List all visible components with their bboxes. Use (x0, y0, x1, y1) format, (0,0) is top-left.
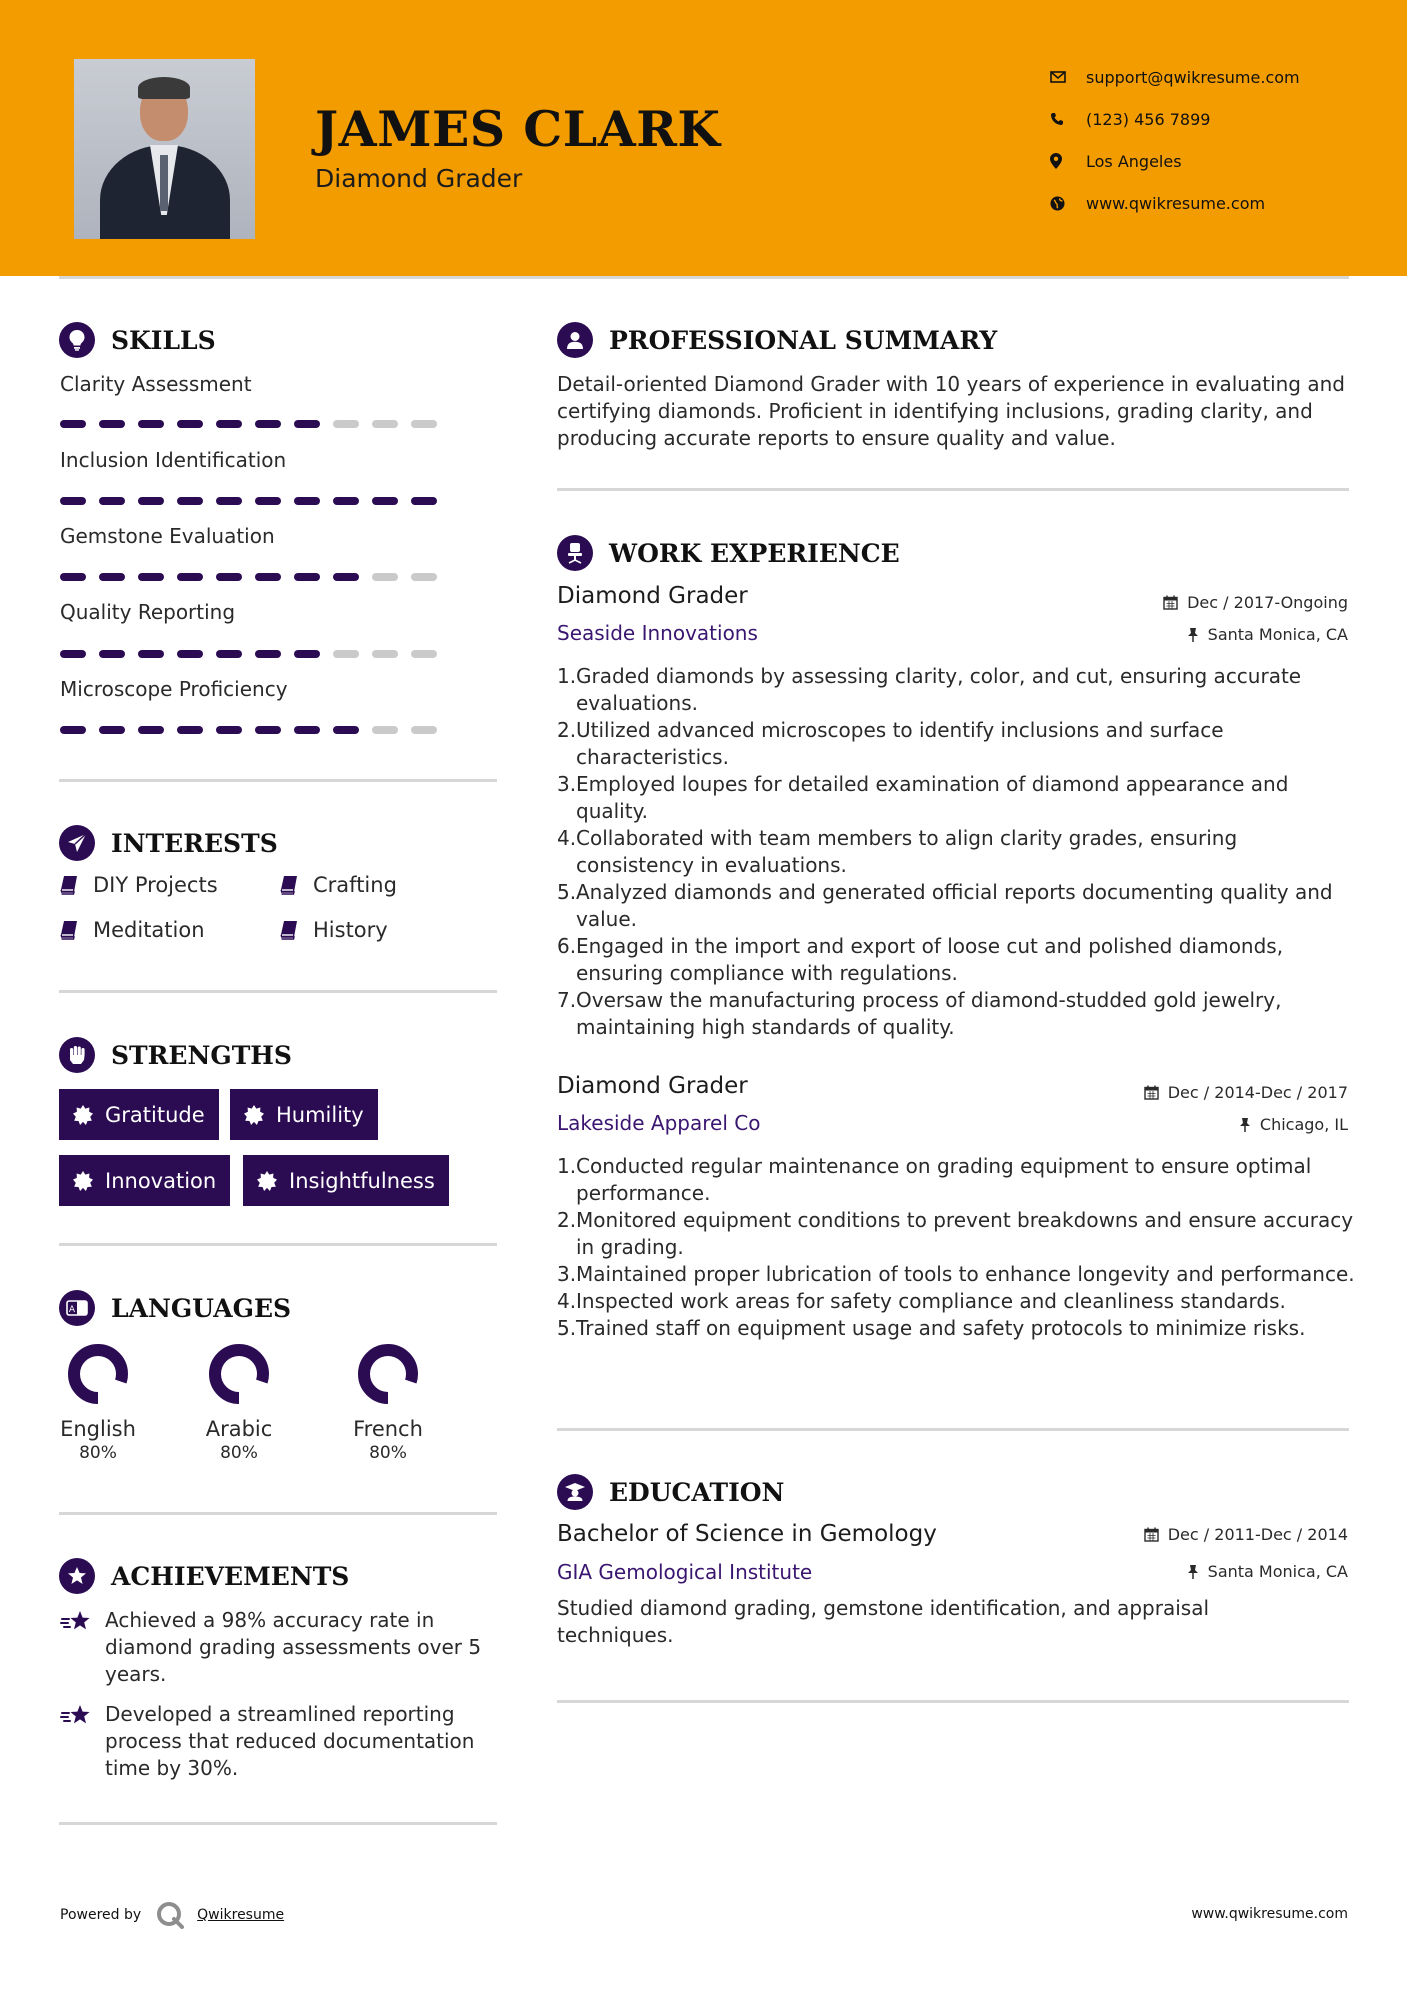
job-duties (557, 1153, 1357, 1342)
envelope-icon (1050, 71, 1086, 83)
skill-dot (333, 650, 359, 658)
skill-dot (294, 650, 320, 658)
company-name: Lakeside Apparel Co (557, 1111, 761, 1135)
skill-dot (177, 726, 203, 734)
qwikresume-logo-icon (155, 1900, 185, 1930)
duty-item: 3. Maintained proper lubrication of tools to enhance longevity and performance. (557, 1262, 1355, 1286)
skill-dot (216, 726, 242, 734)
education-heading: EDUCATION (557, 1474, 784, 1510)
contact-email[interactable]: support@qwikresume.com (1050, 56, 1300, 98)
badge-icon (73, 1171, 93, 1191)
strength-tag: Innovation (59, 1155, 230, 1206)
skill-dot (177, 650, 203, 658)
skill-dot (411, 420, 437, 428)
duty-item: 3. Employed loupes for detailed examination of diamond appearance and quality. (557, 772, 1289, 823)
globe-icon (1050, 196, 1086, 211)
skill-dot (216, 573, 242, 581)
job-dates: Dec / 2014-Dec / 2017 (1144, 1083, 1348, 1102)
job-title: Diamond Grader (557, 1073, 748, 1099)
languages-heading: A LANGUAGES (59, 1290, 291, 1326)
section-divider (557, 1428, 1349, 1431)
skill-dot (294, 726, 320, 734)
duty-item: 5. Analyzed diamonds and generated official reports documenting quality and value. (557, 880, 1333, 931)
skill-label: Quality Reporting (60, 600, 236, 624)
skill-dot (177, 420, 203, 428)
profile-photo (74, 59, 255, 239)
calendar-icon (1163, 595, 1178, 610)
fist-icon (59, 1037, 95, 1073)
star-badge-icon (59, 1558, 95, 1594)
skill-dot (255, 497, 281, 505)
duty-item: 6. Engaged in the import and export of loose cut and polished diamonds, ensuring compliance with regulations. (557, 934, 1284, 985)
header-divider (59, 276, 1349, 279)
qwikresume-link[interactable]: Qwikresume (197, 1907, 285, 1923)
education-description: Studied diamond grading, gemstone identification, and appraisal techniques. (557, 1596, 1210, 1647)
section-divider (59, 1512, 497, 1515)
language-level-ring (208, 1343, 270, 1405)
strength-tag: Insightfulness (243, 1155, 449, 1206)
skill-dot (138, 497, 164, 505)
skill-rating (60, 497, 450, 505)
skill-rating (60, 726, 450, 734)
skill-dot (216, 420, 242, 428)
interest-item: History (279, 918, 388, 942)
strength-tag: Humility (230, 1089, 378, 1140)
skill-dot (372, 650, 398, 658)
book-icon (59, 920, 79, 940)
job-location: Chicago, IL (1239, 1115, 1348, 1134)
achievement-item: Achieved a 98% accuracy rate in diamond grading assessments over 5 years. (60, 1607, 500, 1688)
lightbulb-icon (59, 322, 95, 358)
duty-item: 1. Graded diamonds by assessing clarity, color, and cut, ensuring accurate evaluations. (557, 664, 1302, 715)
skill-dot (216, 497, 242, 505)
skill-dot (99, 420, 125, 428)
contact-list (1050, 56, 1300, 224)
skill-dot (60, 420, 86, 428)
job-location: Santa Monica, CA (1187, 625, 1348, 644)
interests-heading: INTERESTS (59, 825, 278, 861)
office-chair-icon (557, 535, 593, 571)
calendar-icon (1144, 1085, 1159, 1100)
paper-plane-icon (59, 825, 95, 861)
job-title: Diamond Grader (557, 583, 748, 609)
section-divider (59, 779, 497, 782)
shooting-star-icon (60, 1701, 105, 1782)
skill-dot (411, 573, 437, 581)
section-divider (59, 1243, 497, 1246)
skill-dot (333, 726, 359, 734)
skill-dot (372, 573, 398, 581)
skill-dot (138, 650, 164, 658)
calendar-icon (1144, 1527, 1159, 1542)
powered-by: Powered by Qwikresume (60, 1900, 284, 1930)
candidate-title: Diamond Grader (315, 164, 523, 193)
experience-heading: WORK EXPERIENCE (557, 535, 900, 571)
degree-title: Bachelor of Science in Gemology (557, 1521, 937, 1547)
achievement-item: Developed a streamlined reporting process that reduced documentation time by 30%. (60, 1701, 500, 1782)
skill-dot (99, 650, 125, 658)
job-dates: Dec / 2017-Ongoing (1163, 593, 1348, 612)
skill-dot (333, 573, 359, 581)
skill-dot (255, 573, 281, 581)
location-pin-icon (1050, 153, 1086, 169)
contact-phone[interactable]: (123) 456 7899 (1050, 98, 1300, 140)
skill-dot (333, 497, 359, 505)
language-level-ring (357, 1343, 419, 1405)
skill-label: Inclusion Identification (60, 448, 287, 472)
school-name: GIA Gemological Institute (557, 1560, 813, 1584)
skill-dot (255, 650, 281, 658)
pushpin-icon (1187, 1564, 1199, 1579)
section-divider (557, 1700, 1349, 1703)
candidate-name: JAMES CLARK (315, 100, 721, 158)
duty-item: 2. Utilized advanced microscopes to identify inclusions and surface characteristics. (557, 718, 1224, 769)
book-icon (279, 875, 299, 895)
summary-text: Detail-oriented Diamond Grader with 10 years of experience in evaluating and certifying diamonds. Proficient in identifying inclusions, grading clarity, and producing accurate reports to ensure quality and value. (557, 372, 1345, 450)
phone-icon (1050, 112, 1086, 126)
duty-item: 5. Trained staff on equipment usage and safety protocols to minimize risks. (557, 1316, 1306, 1340)
skill-rating (60, 650, 450, 658)
skills-heading: SKILLS (59, 322, 216, 358)
skill-rating (60, 420, 450, 428)
language-level-ring (67, 1343, 129, 1405)
pushpin-icon (1239, 1117, 1251, 1132)
language-item: French 80% (333, 1343, 443, 1463)
contact-location: Los Angeles (1050, 140, 1300, 182)
interest-item: Crafting (279, 873, 397, 897)
contact-website[interactable]: www.qwikresume.com (1050, 182, 1300, 224)
badge-icon (244, 1105, 264, 1125)
book-icon (279, 920, 299, 940)
skill-dot (99, 497, 125, 505)
skill-label: Clarity Assessment (60, 372, 252, 396)
skill-rating (60, 573, 450, 581)
skill-dot (216, 650, 242, 658)
footer-url[interactable]: www.qwikresume.com (1191, 1906, 1348, 1922)
education-location: Santa Monica, CA (1187, 1562, 1348, 1581)
resume-header (0, 0, 1407, 276)
skill-dot (333, 420, 359, 428)
language-item: English 80% (43, 1343, 153, 1463)
section-divider (59, 1822, 497, 1825)
skill-dot (372, 726, 398, 734)
duty-item: 2. Monitored equipment conditions to prevent breakdowns and ensure accuracy in grading. (557, 1208, 1354, 1259)
skill-dot (60, 497, 86, 505)
skill-label: Microscope Proficiency (60, 677, 288, 701)
skill-dot (60, 650, 86, 658)
skill-dot (294, 573, 320, 581)
skill-dot (99, 573, 125, 581)
skill-dot (138, 573, 164, 581)
skill-dot (372, 497, 398, 505)
skill-dot (294, 497, 320, 505)
skill-dot (255, 726, 281, 734)
job-duties (557, 663, 1357, 1041)
skill-dot (138, 420, 164, 428)
summary-heading: PROFESSIONAL SUMMARY (557, 322, 997, 358)
skill-dot (177, 573, 203, 581)
skill-dot (294, 420, 320, 428)
skill-dot (99, 726, 125, 734)
skill-dot (411, 726, 437, 734)
shooting-star-icon (60, 1607, 105, 1688)
skill-dot (411, 497, 437, 505)
book-icon (59, 875, 79, 895)
skill-dot (60, 726, 86, 734)
section-divider (59, 990, 497, 993)
skill-dot (177, 497, 203, 505)
skill-label: Gemstone Evaluation (60, 524, 275, 548)
skill-dot (60, 573, 86, 581)
badge-icon (257, 1171, 277, 1191)
strength-tag: Gratitude (59, 1089, 219, 1140)
language-item: Arabic 80% (184, 1343, 294, 1463)
duty-item: 4. Collaborated with team members to align clarity grades, ensuring consistency in evaluations. (557, 826, 1238, 877)
interest-item: DIY Projects (59, 873, 218, 897)
user-icon (557, 322, 593, 358)
strengths-heading: STRENGTHS (59, 1037, 292, 1073)
duty-item: 1. Conducted regular maintenance on grading equipment to ensure optimal performance. (557, 1154, 1312, 1205)
education-dates: Dec / 2011-Dec / 2014 (1144, 1525, 1348, 1544)
achievements-heading: ACHIEVEMENTS (59, 1558, 349, 1594)
language-icon (59, 1290, 95, 1326)
company-name: Seaside Innovations (557, 621, 758, 645)
pushpin-icon (1187, 627, 1199, 642)
interest-item: Meditation (59, 918, 205, 942)
duty-item: 4. Inspected work areas for safety compliance and cleanliness standards. (557, 1289, 1286, 1313)
skill-dot (138, 726, 164, 734)
graduate-icon (557, 1474, 593, 1510)
skill-dot (255, 420, 281, 428)
skill-dot (411, 650, 437, 658)
skill-dot (372, 420, 398, 428)
section-divider (557, 488, 1349, 491)
svg-text:A: A (68, 1305, 76, 1315)
duty-item: 7. Oversaw the manufacturing process of diamond-studded gold jewelry, maintaining high standards of quality. (557, 988, 1282, 1039)
badge-icon (73, 1105, 93, 1125)
